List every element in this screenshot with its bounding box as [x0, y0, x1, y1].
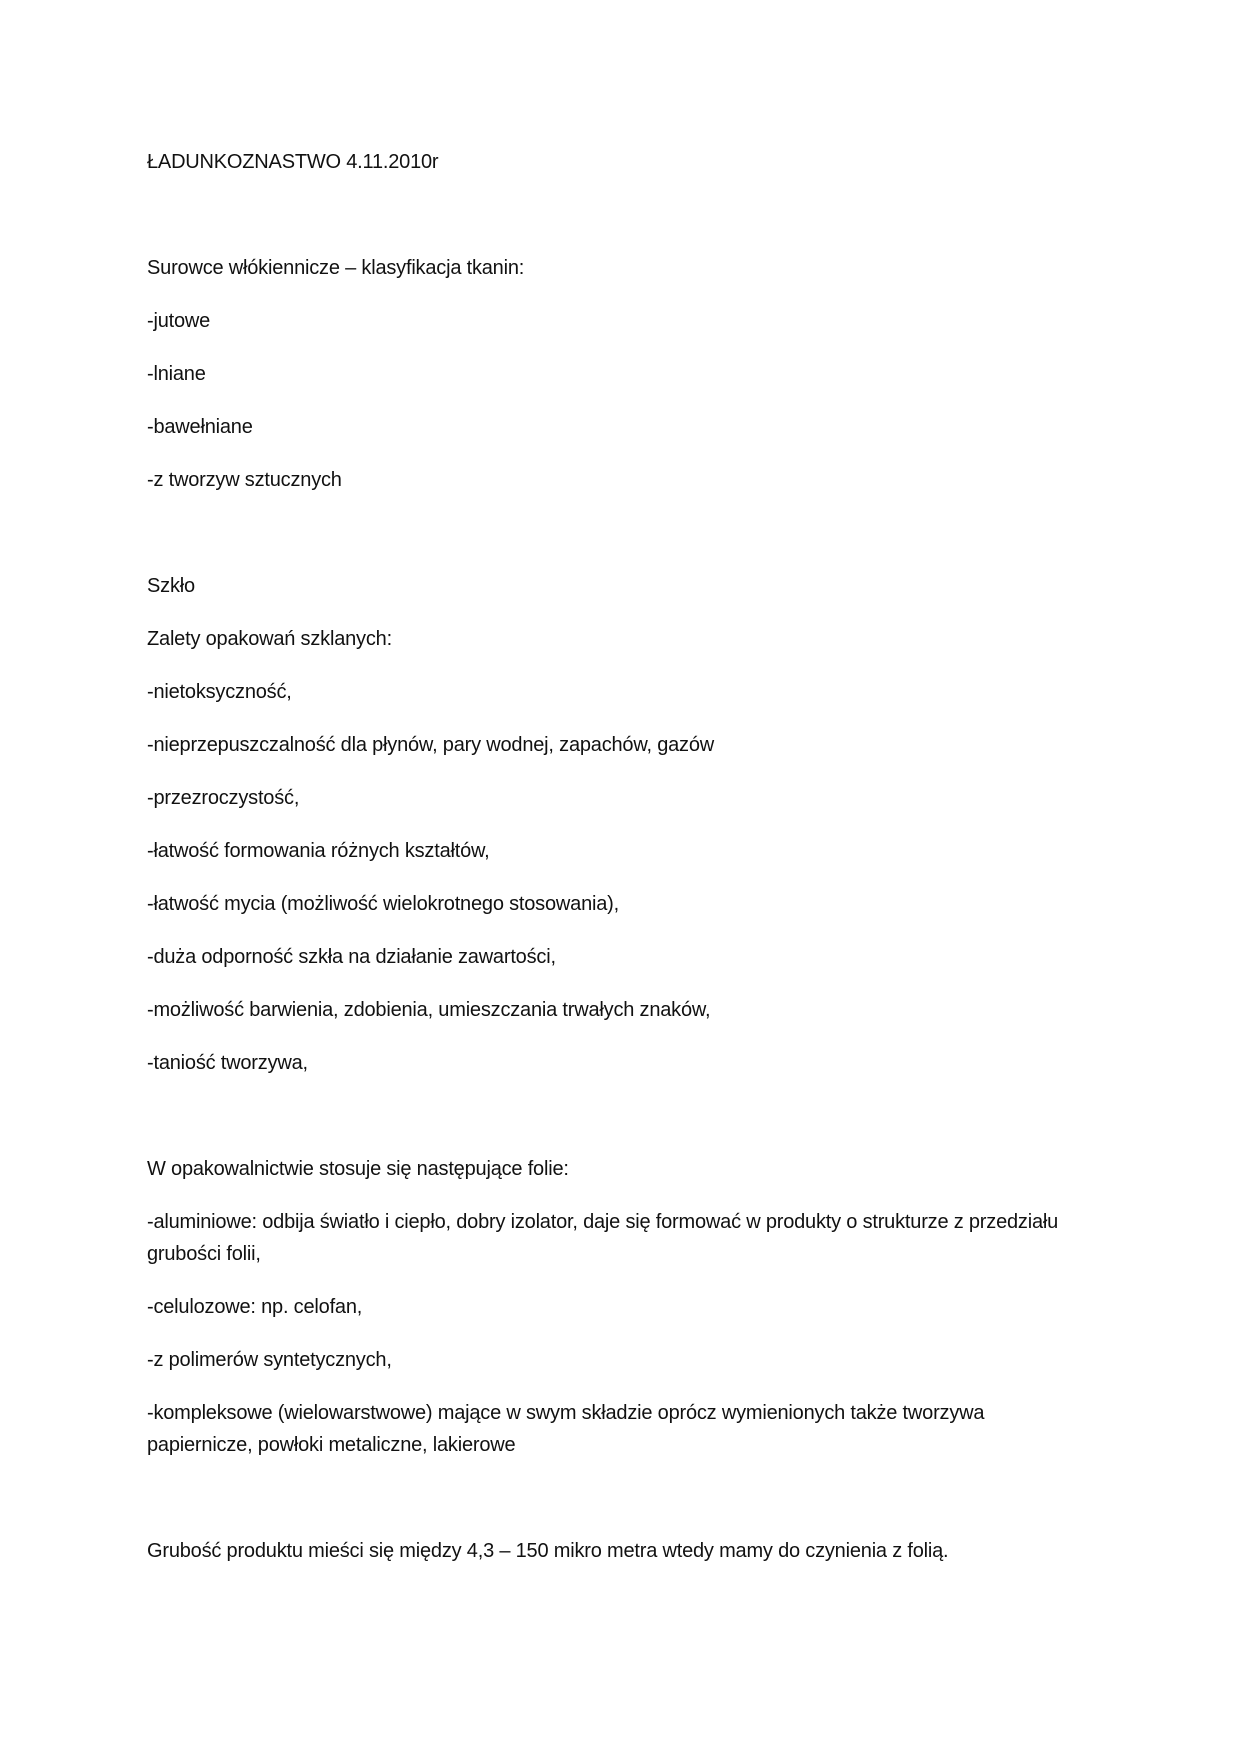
closing-note: Grubość produktu mieści się między 4,3 – 150 mikro metra wtedy mamy do czynienia z folią. — [147, 1540, 949, 1562]
foils-item: -z polimerów syntetycznych, — [147, 1349, 392, 1371]
glass-item: -możliwość barwienia, zdobienia, umieszczania trwałych znaków, — [147, 999, 711, 1021]
glass-item: -łatwość formowania różnych kształtów, — [147, 840, 490, 862]
foils-heading: W opakowalnictwie stosuje się następujące folie: — [147, 1158, 569, 1180]
glass-item: -łatwość mycia (możliwość wielokrotnego stosowania), — [147, 893, 619, 915]
glass-heading: Szkło — [147, 575, 195, 597]
glass-item: -przezroczystość, — [147, 787, 300, 809]
glass-item: -nieprzepuszczalność dla płynów, pary wodnej, zapachów, gazów — [147, 734, 715, 756]
glass-item: -taniość tworzywa, — [147, 1052, 308, 1074]
textiles-heading: Surowce włókiennicze – klasyfikacja tkanin: — [147, 257, 525, 279]
foils-item: -celulozowe: np. celofan, — [147, 1296, 363, 1318]
textiles-item: -z tworzyw sztucznych — [147, 469, 342, 491]
textiles-item: -lniane — [147, 363, 206, 385]
glass-subheading: Zalety opakowań szklanych: — [147, 628, 392, 650]
foils-item: -kompleksowe (wielowarstwowe) mające w swym składzie oprócz wymienionych także tworzywa papiernicze, powłoki metaliczne, lakierowe — [147, 1402, 985, 1456]
glass-item: -nietoksyczność, — [147, 681, 292, 703]
textiles-item: -bawełniane — [147, 416, 253, 438]
document-title: ŁADUNKOZNASTWO 4.11.2010r — [147, 151, 439, 173]
glass-item: -duża odporność szkła na działanie zawartości, — [147, 946, 556, 968]
foils-item: -aluminiowe: odbija światło i ciepło, dobry izolator, daje się formować w produkty o strukturze z przedziału grubości folii, — [147, 1211, 1059, 1265]
textiles-item: -jutowe — [147, 310, 211, 332]
